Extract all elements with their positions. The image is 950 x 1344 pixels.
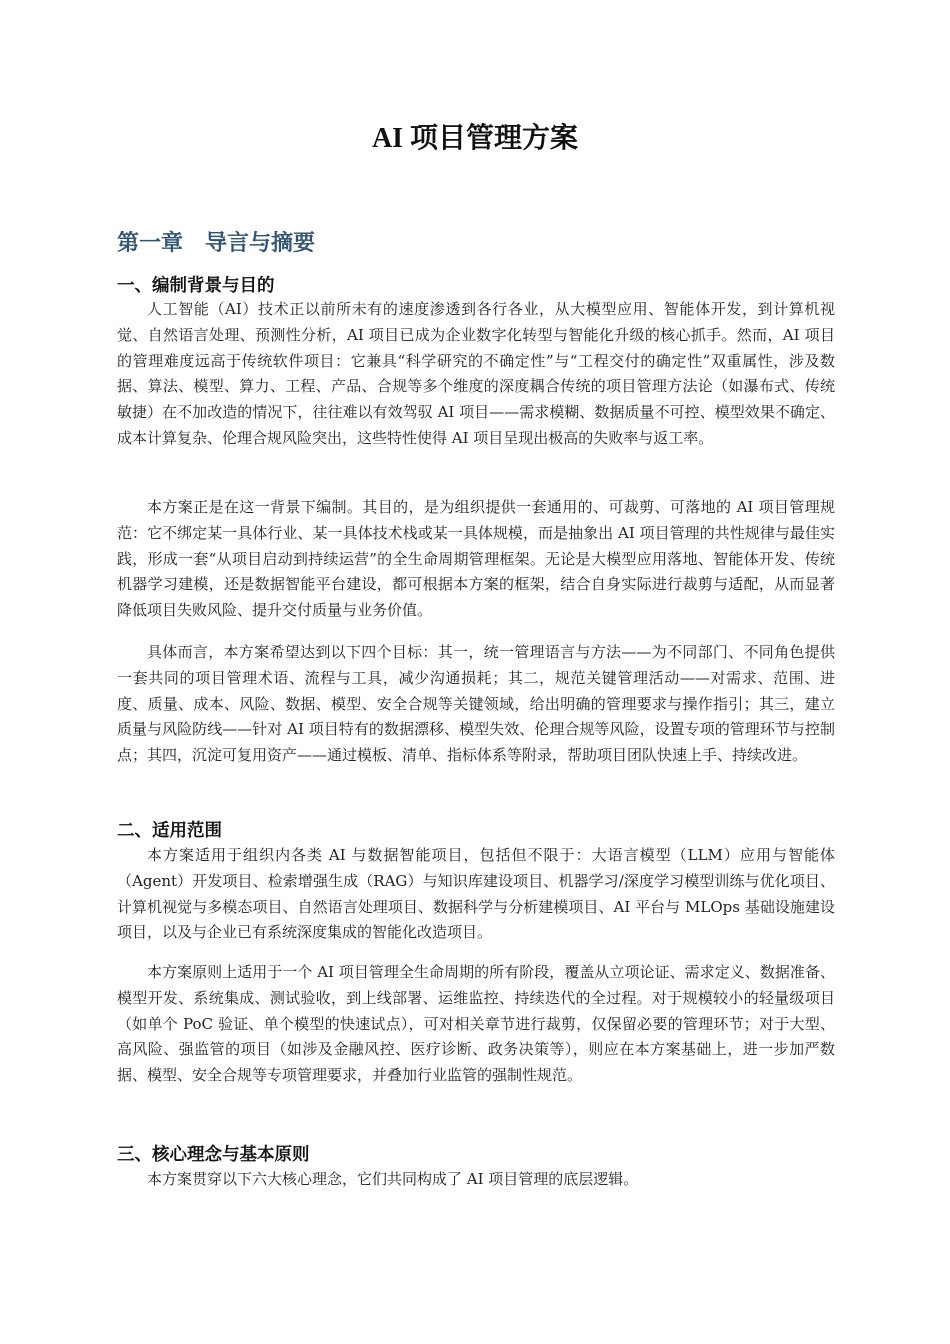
- paragraph-scope-2: 本方案原则上适用于一个 AI 项目管理全生命周期的所有阶段，覆盖从立项论证、需求定义、数据准备、模型开发、系统集成、测试验收，到上线部署、运维监控、持续迭代的全过程。对于规模较小的轻量级项目（如单个 PoC 验证、单个模型的快速试点），可对相关章节进行裁剪，仅保留必要的管理环节；对于大型、高风险、强监管的项目（如涉及金融风控、医疗诊断、政务决策等），则应在本方案基础上，进一步加严数据、模型、安全合规等专项管理要求，并叠加行业监管的强制性规范。: [117, 963, 835, 1085]
- paragraph-background-1: 人工智能（AI）技术正以前所未有的速度渗透到各行各业，从大模型应用、智能体开发，到计算机视觉、自然语言处理、预测性分析，AI 项目已成为企业数字化转型与智能化升级的核心抓手。然而，AI 项目的管理难度远高于传统软件项目：它兼具“科学研究的不确定性”与“工程交付的确定性”双重属性，涉及数据、算法、模型、算力、工程、产品、合规等多个维度的深度耦合传统的项目管理方法论（如瀑布式、传统敏捷）在不加改造的情况下，往往难以有效驾驭 AI 项目——需求模糊、数据质量不可控、模型效果不确定、成本计算复杂、伦理合规风险突出，这些特性使得 AI 项目呈现出极高的失败率与返工率。: [117, 300, 835, 447]
- paragraph-scope-1: 本方案适用于组织内各类 AI 与数据智能项目，包括但不限于：大语言模型（LLM）应用与智能体（Agent）开发项目、检索增强生成（RAG）与知识库建设项目、机器学习/深度学习模型训练与优化项目、计算机视觉与多模态项目、自然语言处理项目、数据科学与分析建模项目、AI 平台与 MLOps 基础设施建设项目，以及与企业已有系统深度集成的智能化改造项目。: [117, 846, 835, 942]
- section-heading-background: 一、编制背景与目的: [117, 276, 275, 296]
- paragraph-background-2: 本方案正是在这一背景下编制。其目的，是为组织提供一套通用的、可裁剪、可落地的 AI 项目管理规范：它不绑定某一具体行业、某一具体技术栈或某一具体规模，而是抽象出 AI 项目管理的共性规律与最佳实践，形成一套“从项目启动到持续运营”的全生命周期管理框架。无论是大模型应用落地、智能体开发、传统机器学习建模，还是数据智能平台建设，都可根据本方案的框架，结合自身实际进行裁剪与适配，从而显著降低项目失败风险、提升交付质量与业务价值。: [117, 498, 835, 620]
- section-heading-principles: 三、核心理念与基本原则: [117, 1145, 310, 1165]
- chapter-number: 第一章: [117, 231, 184, 256]
- paragraph-background-3: 具体而言，本方案希望达到以下四个目标：其一，统一管理语言与方法——为不同部门、不同角色提供一套共同的项目管理术语、流程与工具，减少沟通损耗；其二，规范关键管理活动——对需求、范围、进度、质量、成本、风险、数据、模型、安全合规等关键领域，给出明确的管理要求与操作指引；其三，建立质量与风险防线——针对 AI 项目特有的数据漂移、模型失效、伦理合规等风险，设置专项的管理环节与控制点；其四，沉淀可复用资产——通过模板、清单、指标体系等附录，帮助项目团队快速上手、持续改进。: [117, 643, 835, 765]
- document-title: AI 项目管理方案: [371, 123, 579, 154]
- chapter-heading: [117, 226, 315, 257]
- chapter-title: 导言与摘要: [205, 231, 316, 256]
- section-heading-scope: 二、适用范围: [117, 821, 222, 841]
- paragraph-principles-1: 本方案贯穿以下六大核心理念，它们共同构成了 AI 项目管理的底层逻辑。: [147, 1170, 639, 1188]
